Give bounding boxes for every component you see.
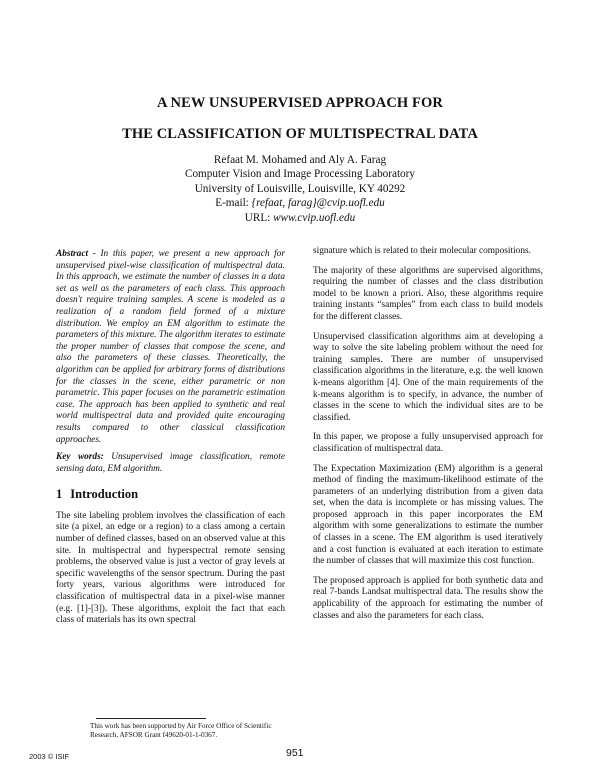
right-paragraph-3: In this paper, we propose a fully unsupervised approach for classification of multispectral data.	[313, 432, 543, 454]
section-heading-introduction	[56, 489, 285, 501]
keywords-label: Key words:	[56, 452, 104, 463]
email-label: E-mail:	[215, 197, 252, 210]
url-address: www.cvip.uofl.edu	[273, 211, 356, 224]
footnote: This work has been supported by Air Force Office of Scientific Research, AFSOR Grant f49620-01-1-0367.	[90, 722, 272, 739]
paper-title-line-2: THE CLASSIFICATION OF MULTISPECTRAL DATA	[122, 126, 478, 142]
author-block	[0, 153, 600, 225]
left-column	[56, 249, 285, 635]
page-number: 951	[286, 747, 304, 759]
author-names: Refaat M. Mohamed and Aly A. Farag	[213, 154, 387, 166]
right-paragraph-1: The majority of these algorithms are supervised algorithms, requiring the number of classes and the class distribution model to be known a priori. Also, these algorithms require training instants “samples” from each class to build models for the different classes.	[313, 265, 543, 322]
keywords	[56, 452, 285, 475]
abstract-text: In this paper, we present a new approach for unsupervised pixel-wise classification of multispectral data. In this approach, we estimate the number of classes in a data set as well as the parameters of each class. This approach doesn't require training samples. A scene is modeled as a realization of a random field formed of a mixture distribution. We employ an EM algorithm to estimate the parameters of this mixture. The algorithm iterates to estimate the proper number of classes that compose the scene, and also the parameters of these classes. Theoretically, the algorithm can be applied for arbitrary forms of distributions for the classes in the scene, either parametric or non parametric. This paper focuses on the parametric estimation case. The approach has been applied to synthetic and real world multispectral data and provided quite encouraging results compared to other classical classification approaches.	[56, 249, 285, 445]
abstract	[56, 249, 285, 446]
right-paragraph-0: signature which is related to their molecular compositions.	[313, 246, 531, 256]
section-title: Introduction	[70, 487, 139, 502]
right-column	[313, 246, 543, 630]
keywords-text: Unsupervised image classification, remote sensing data, EM algorithm.	[56, 452, 285, 474]
url-label: URL:	[244, 211, 274, 224]
email-line	[0, 196, 600, 210]
url-line	[0, 211, 600, 225]
abstract-label: Abstract -	[56, 249, 96, 259]
email-address: {refaat, farag}@cvip.uofl.edu	[251, 197, 385, 210]
intro-paragraph-1: The site labeling problem involves the classification of each site (a pixel, an edge or a region) to a class among a certain number of defined classes, based on an observed value at this site. In multispectral and hyperspectral remote sensing problems, the observed value is just a vector of gray levels at specific wavelengths of the sensor spectrum. During the past forty years, various algorithms were introduced for classification of multispectral data in a pixel-wise manner (e.g. [1]-[3]). These algorithms, exploit the fact that each class of materials has its own spectral	[56, 510, 285, 626]
footnote-divider	[96, 718, 206, 719]
right-paragraph-4: The Expectation Maximization (EM) algorithm is a general method of finding the maximum-likelihood estimate of the parameters of an underlying distribution from a given data set, when the data is incomplete or has missing values. The proposed approach in this paper incorporates the EM algorithm with some generalizations to estimate the number of classes in a scene. The EM algorithm is used iteratively and a cost function is evaluated at each iteration to estimate the number of classes that will maximize this cost function.	[313, 463, 543, 567]
section-number: 1	[56, 487, 63, 502]
copyright-notice: 2003 © ISIF	[29, 752, 70, 761]
paper-title-line-1: A NEW UNSUPERVISED APPROACH FOR	[157, 95, 443, 111]
right-paragraph-5: The proposed approach is applied for both synthetic data and real 7-bands Landsat multispectral data. The results show the applicability of the approach for estimating the number of classes and also the parameters for each class.	[313, 575, 543, 621]
lab-name: Computer Vision and Image Processing Laboratory	[185, 168, 415, 181]
university-address: University of Louisville, Louisville, KY 40292	[194, 182, 406, 195]
right-paragraph-2: Unsupervised classification algorithms aim at developing a way to solve the site labeling problem without the need for training samples. There are number of unsupervised classification algorithms in the literature, e.g. the well known k-means algorithm [4]. One of the main requirements of the k-means algorithm is to specify, in advance, the number of classes in the scene to which the individual sites are to be classified.	[313, 331, 543, 423]
